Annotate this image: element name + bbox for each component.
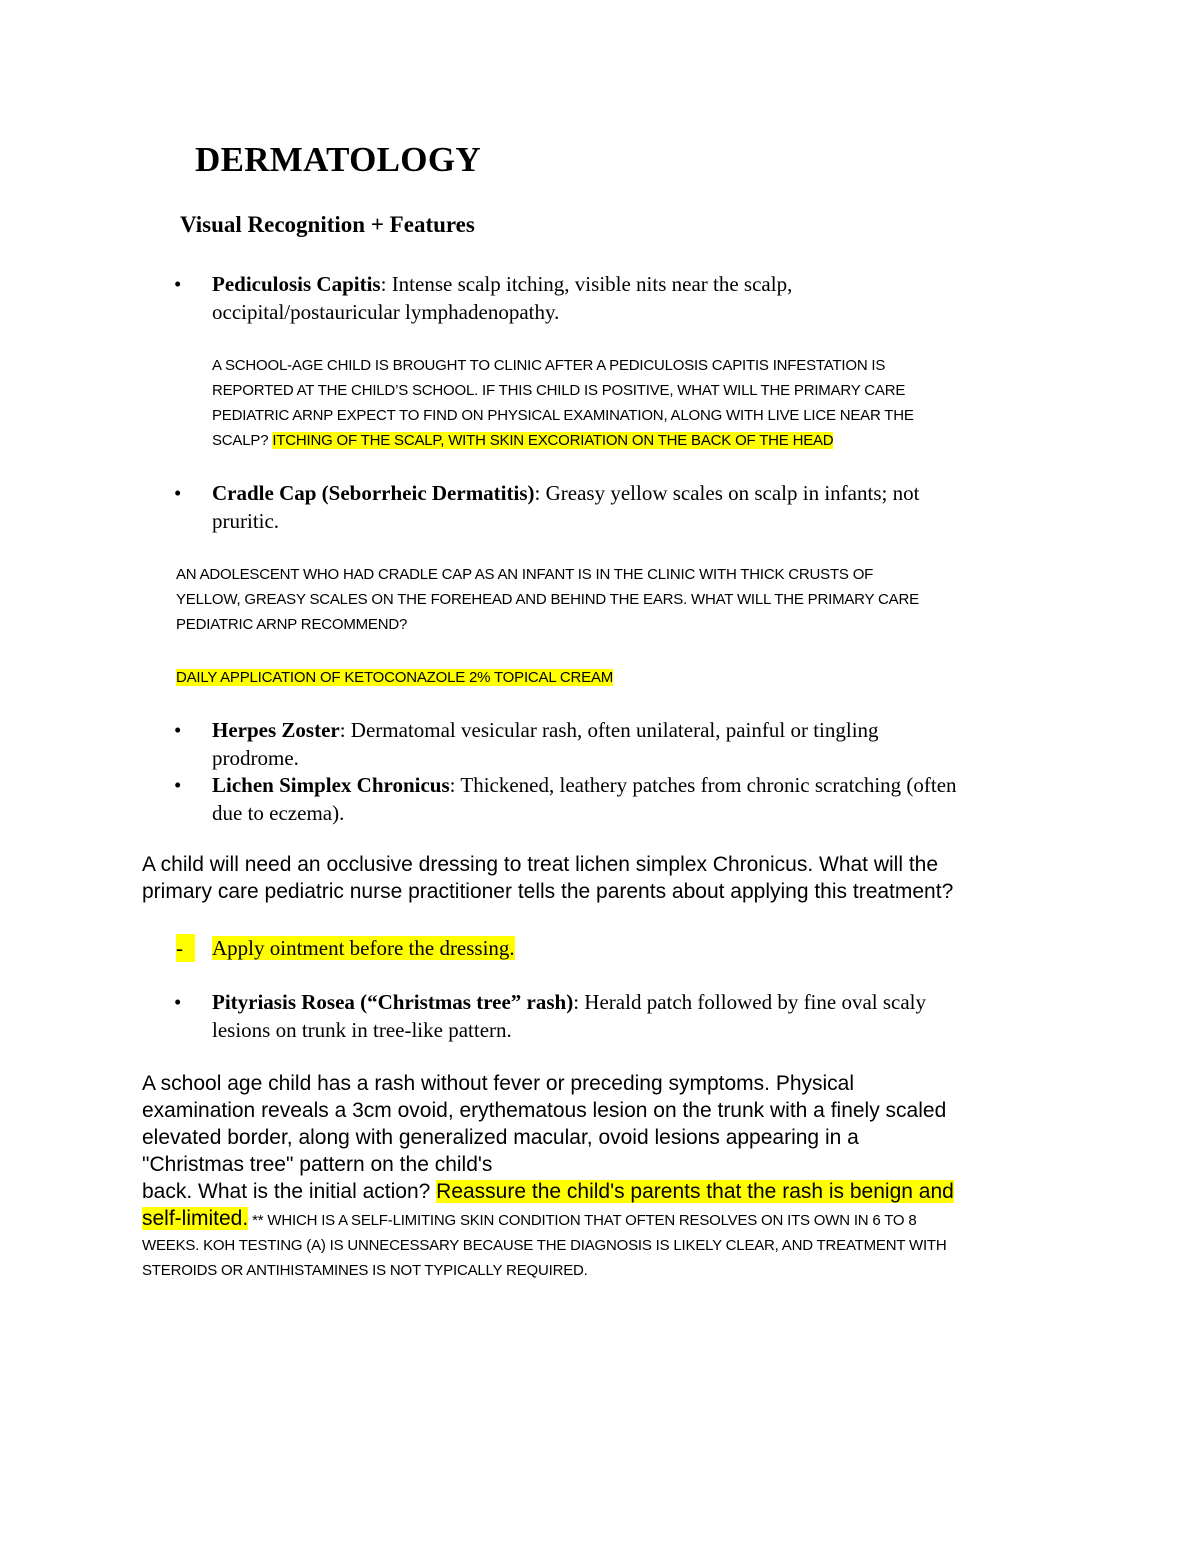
bullet-term: Pityriasis Rosea (“Christmas tree” rash) [212,990,574,1014]
question-line: elevated border, along with generalized macular, ovoid lesions appearing in a [142,1126,859,1149]
note-line: WEEKS. KOH TESTING (A) IS UNNECESSARY BECAUSE THE DIAGNOSIS IS LIKELY CLEAR, AND TREATMENT WITH [142,1237,947,1254]
bullet-dot-icon: • [174,718,182,742]
bullet-description-continued: pruritic. [212,509,280,533]
section-subtitle: Visual Recognition + Features [180,212,475,237]
bullet-description: : Greasy yellow scales on scalp in infants; not [534,481,920,505]
highlighted-answer: Apply ointment before the dressing. [212,936,515,960]
bullet-dot-icon: • [174,773,182,797]
bullet-description: : Thickened, leathery patches from chronic scratching (often [449,773,957,797]
question-line: YELLOW, GREASY SCALES ON THE FOREHEAD AND BEHIND THE EARS. WHAT WILL THE PRIMARY CARE [176,591,919,608]
bullet-term: Herpes Zoster [212,718,340,742]
question-pediculosis [212,353,1092,453]
bullet-lichen-simplex [174,771,1064,827]
bullet-dot-icon: • [174,481,182,505]
bullet-dot-icon: • [174,990,182,1014]
answer-dash: - [176,934,195,962]
bullet-description-continued: prodrome. [212,746,299,770]
question-line: A SCHOOL-AGE CHILD IS BROUGHT TO CLINIC AFTER A PEDICULOSIS CAPITIS INFESTATION IS [212,357,886,374]
bullet-dot-icon: • [174,272,182,296]
bullet-term: Lichen Simplex Chronicus [212,773,450,797]
answer-note-continued [142,1233,1082,1283]
bullet-description: : Herald patch followed by fine oval scaly [573,990,927,1014]
bullet-description: : Intense scalp itching, visible nits near the scalp, [380,272,793,296]
bullet-description: : Dermatomal vesicular rash, often unilateral, painful or tingling [339,718,879,742]
highlighted-answer-continued: self-limited. [142,1207,249,1230]
highlighted-answer: ITCHING OF THE SCALP, WITH SKIN EXCORIATION ON THE BACK OF THE HEAD [272,432,834,449]
highlighted-answer: Reassure the child's parents that the rash is benign and [436,1180,954,1203]
question-line: A school age child has a rash without fever or preceding symptoms. Physical [142,1072,855,1095]
bullet-description-continued: due to eczema). [212,801,345,825]
question-line: REPORTED AT THE CHILD’S SCHOOL. IF THIS CHILD IS POSITIVE, WHAT WILL THE PRIMARY CARE [212,382,906,399]
question-line: examination reveals a 3cm ovoid, erythematous lesion on the trunk with a finely scaled [142,1099,947,1122]
question-line: PEDIATRIC ARNP RECOMMEND? [176,616,408,633]
question-line: back. What is the initial action? [142,1180,437,1203]
page-title: DERMATOLOGY [195,140,481,179]
bullet-description-continued: lesions on trunk in tree-like pattern. [212,1018,512,1042]
highlighted-answer: DAILY APPLICATION OF KETOCONAZOLE 2% TOPICAL CREAM [176,669,614,686]
question-lichen-simplex [142,851,1082,905]
question-line: SCALP? [212,432,273,449]
bullet-pediculosis-capitis [174,270,1064,326]
bullet-term: Pediculosis Capitis [212,272,381,296]
question-line: AN ADOLESCENT WHO HAD CRADLE CAP AS AN INFANT IS IN THE CLINIC WITH THICK CRUSTS OF [176,566,874,583]
question-line: PEDIATRIC ARNP EXPECT TO FIND ON PHYSICAL EXAMINATION, ALONG WITH LIVE LICE NEAR THE [212,407,914,424]
bullet-term: Cradle Cap (Seborrheic Dermatitis) [212,481,535,505]
note-line: STEROIDS OR ANTIHISTAMINES IS NOT TYPICALLY REQUIRED. [142,1262,588,1279]
bullet-herpes-zoster [174,716,1064,772]
question-pityriasis-rosea [142,1070,1082,1234]
bullet-pityriasis-rosea [174,988,1064,1044]
answer-lichen-simplex [174,934,1064,962]
question-cradle-cap [176,562,1096,637]
bullet-description-continued: occipital/postauricular lymphadenopathy. [212,300,560,324]
question-line: primary care pediatric nurse practitioner tells the parents about applying this treatment? [142,880,954,903]
question-line: "Christmas tree" pattern on the child's [142,1153,493,1176]
answer-cradle-cap [176,665,613,690]
answer-note: ** WHICH IS A SELF-LIMITING SKIN CONDITION THAT OFTEN RESOLVES ON ITS OWN IN 6 TO 8 [248,1212,917,1229]
question-line: A child will need an occlusive dressing to treat lichen simplex Chronicus. What will the [142,853,939,876]
bullet-cradle-cap [174,479,1064,535]
